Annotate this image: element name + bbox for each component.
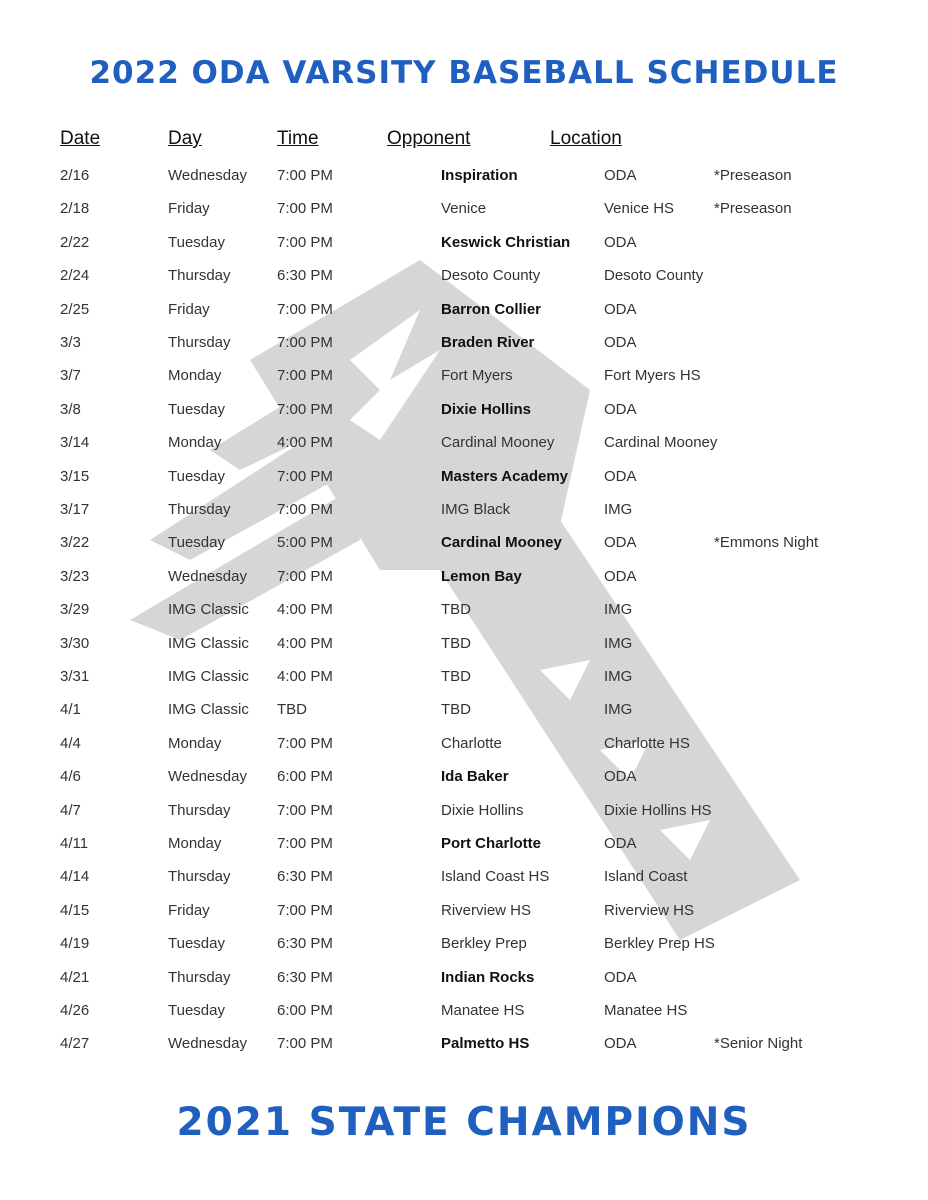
game-opponent: Dixie Hollins — [441, 801, 524, 819]
game-location: Fort Myers HS — [604, 367, 701, 385]
game-location: ODA — [604, 968, 637, 986]
game-location: IMG — [604, 668, 633, 685]
game-day: Friday — [168, 901, 210, 919]
table-row — [0, 935, 928, 959]
game-day: Thursday — [168, 501, 231, 518]
game-opponent: Manatee HS — [441, 1002, 525, 1019]
game-location: Riverview HS — [604, 901, 695, 919]
game-day: Monday — [168, 734, 222, 752]
game-day: Wednesday — [168, 768, 247, 786]
game-day: Friday — [168, 300, 210, 318]
column-header-time: Time — [277, 128, 319, 149]
table-row — [0, 701, 928, 725]
game-day: Thursday — [168, 968, 231, 986]
game-day: Monday — [168, 835, 222, 852]
game-time: 6:30 PM — [277, 935, 333, 953]
game-day: Wednesday — [168, 567, 247, 585]
game-date: 4/19 — [60, 935, 90, 953]
table-row — [0, 768, 928, 792]
game-time: 6:00 PM — [277, 768, 333, 786]
game-date: 3/30 — [60, 634, 90, 652]
table-row — [0, 501, 928, 525]
game-location: Island Coast — [604, 868, 688, 886]
game-location: IMG — [604, 634, 633, 652]
table-row — [0, 835, 928, 859]
game-opponent: Riverview HS — [441, 901, 532, 919]
game-time: 6:30 PM — [277, 267, 333, 285]
game-opponent: Indian Rocks — [441, 968, 535, 986]
table-row — [0, 367, 928, 391]
table-row — [0, 601, 928, 625]
game-location: Charlotte HS — [604, 734, 690, 752]
game-day: Tuesday — [168, 935, 225, 953]
game-date: 3/14 — [60, 434, 90, 452]
game-time: 7:00 PM — [277, 1035, 333, 1053]
game-opponent: Island Coast HS — [441, 868, 550, 886]
game-date: 3/8 — [60, 400, 81, 418]
page-title: 2022 ODA VARSITY BASEBALL SCHEDULE — [89, 55, 839, 91]
game-day: Thursday — [168, 334, 231, 351]
game-note: *Emmons Night — [714, 534, 819, 552]
game-location: Manatee HS — [604, 1002, 688, 1019]
game-opponent: Inspiration — [441, 167, 518, 184]
game-location: Berkley Prep HS — [604, 935, 715, 953]
game-date: 2/22 — [60, 233, 90, 251]
game-time: 7:00 PM — [277, 334, 333, 351]
game-location: Dixie Hollins HS — [604, 801, 712, 819]
table-row — [0, 267, 928, 291]
game-date: 3/7 — [60, 367, 81, 385]
game-location: IMG — [604, 501, 633, 518]
table-row — [0, 234, 928, 258]
game-date: 3/3 — [60, 334, 81, 351]
game-day: IMG Classic — [168, 634, 249, 652]
game-date: 3/29 — [60, 601, 90, 619]
game-date: 2/16 — [60, 167, 90, 184]
game-time: 6:00 PM — [277, 1002, 333, 1019]
game-date: 3/15 — [60, 467, 90, 485]
table-row — [0, 568, 928, 592]
game-opponent: Fort Myers — [441, 367, 513, 385]
game-opponent: TBD — [441, 701, 471, 719]
column-header-opponent: Opponent — [387, 128, 471, 149]
game-opponent: Desoto County — [441, 267, 541, 285]
game-date: 4/14 — [60, 868, 90, 886]
game-opponent: TBD — [441, 668, 471, 685]
game-day: Tuesday — [168, 467, 225, 485]
game-time: TBD — [277, 701, 307, 719]
game-date: 3/23 — [60, 567, 90, 585]
game-location: ODA — [604, 1035, 637, 1053]
game-date: 3/31 — [60, 668, 90, 685]
game-opponent: Berkley Prep — [441, 935, 527, 953]
game-opponent: Braden River — [441, 334, 535, 351]
game-time: 7:00 PM — [277, 167, 333, 184]
table-row — [0, 434, 928, 458]
game-day: Monday — [168, 434, 222, 452]
game-day: Tuesday — [168, 400, 225, 418]
game-time: 6:30 PM — [277, 868, 333, 886]
game-day: Monday — [168, 367, 222, 385]
game-time: 7:00 PM — [277, 367, 333, 385]
game-day: Thursday — [168, 868, 231, 886]
game-location: Venice HS — [604, 200, 675, 218]
footer-banner: 2021 STATE CHAMPIONS — [176, 1100, 752, 1145]
game-date: 4/11 — [60, 835, 89, 852]
game-time: 4:00 PM — [277, 434, 333, 452]
game-time: 7:00 PM — [277, 300, 333, 318]
game-date: 4/27 — [60, 1035, 90, 1053]
table-row — [0, 902, 928, 926]
game-date: 4/7 — [60, 801, 81, 819]
table-row — [0, 468, 928, 492]
game-opponent: Lemon Bay — [441, 567, 522, 585]
game-time: 5:00 PM — [277, 534, 333, 552]
game-opponent: TBD — [441, 634, 471, 652]
table-row — [0, 401, 928, 425]
game-time: 7:00 PM — [277, 835, 333, 852]
game-day: IMG Classic — [168, 601, 249, 619]
game-date: 2/18 — [60, 200, 90, 218]
game-time: 4:00 PM — [277, 601, 333, 619]
game-time: 7:00 PM — [277, 567, 333, 585]
game-location: ODA — [604, 167, 637, 184]
game-time: 7:00 PM — [277, 200, 333, 218]
table-row — [0, 868, 928, 892]
game-location: ODA — [604, 233, 637, 251]
game-date: 4/15 — [60, 901, 90, 919]
table-row — [0, 1002, 928, 1026]
game-day: Tuesday — [168, 534, 225, 552]
game-location: ODA — [604, 768, 637, 786]
game-time: 7:00 PM — [277, 233, 333, 251]
game-location: ODA — [604, 400, 637, 418]
game-opponent: Cardinal Mooney — [441, 434, 555, 452]
game-location: ODA — [604, 467, 637, 485]
game-day: Thursday — [168, 267, 231, 285]
table-row — [0, 735, 928, 759]
game-location: Cardinal Mooney — [604, 434, 718, 452]
game-day: Tuesday — [168, 1002, 225, 1019]
game-opponent: Ida Baker — [441, 768, 509, 786]
game-time: 4:00 PM — [277, 634, 333, 652]
game-note: *Senior Night — [714, 1035, 803, 1053]
game-opponent: Cardinal Mooney — [441, 534, 562, 552]
game-day: IMG Classic — [168, 668, 249, 685]
game-opponent: Barron Collier — [441, 300, 542, 318]
table-row — [0, 301, 928, 325]
game-day: Wednesday — [168, 167, 247, 184]
game-date: 3/22 — [60, 534, 90, 552]
column-header-date: Date — [60, 128, 101, 149]
game-opponent: TBD — [441, 601, 471, 619]
game-location: ODA — [604, 534, 637, 552]
game-location: Desoto County — [604, 267, 704, 285]
table-row — [0, 534, 928, 558]
game-date: 4/1 — [60, 701, 81, 719]
game-opponent: Dixie Hollins — [441, 400, 532, 418]
game-note: *Preseason — [714, 167, 792, 184]
game-opponent: Masters Academy — [441, 467, 569, 485]
game-date: 4/4 — [60, 734, 81, 752]
game-date: 4/6 — [60, 768, 81, 786]
game-opponent: Palmetto HS — [441, 1035, 530, 1053]
game-time: 4:00 PM — [277, 668, 333, 685]
table-row — [0, 802, 928, 826]
game-location: ODA — [604, 567, 637, 585]
game-day: IMG Classic — [168, 701, 249, 719]
game-time: 7:00 PM — [277, 400, 333, 418]
column-header-day: Day — [168, 128, 202, 149]
table-row — [0, 200, 928, 224]
column-header-location: Location — [550, 128, 622, 149]
game-time: 7:00 PM — [277, 501, 333, 518]
table-row — [0, 668, 928, 692]
game-opponent: Port Charlotte — [441, 835, 542, 852]
table-row — [0, 635, 928, 659]
game-opponent: IMG Black — [441, 501, 511, 518]
game-time: 7:00 PM — [277, 734, 333, 752]
game-location: IMG — [604, 701, 633, 719]
game-time: 6:30 PM — [277, 968, 333, 986]
game-location: ODA — [604, 334, 637, 351]
game-date: 2/24 — [60, 267, 90, 285]
game-date: 2/25 — [60, 300, 90, 318]
game-time: 7:00 PM — [277, 801, 333, 819]
table-row — [0, 334, 928, 358]
game-date: 3/17 — [60, 501, 90, 518]
game-opponent: Venice — [441, 200, 487, 218]
game-location: ODA — [604, 835, 637, 852]
game-day: Thursday — [168, 801, 231, 819]
table-row — [0, 167, 928, 191]
game-day: Friday — [168, 200, 210, 218]
game-note: *Preseason — [714, 200, 792, 218]
game-date: 4/21 — [60, 968, 90, 986]
game-time: 7:00 PM — [277, 467, 333, 485]
game-date: 4/26 — [60, 1002, 90, 1019]
game-opponent: Charlotte — [441, 734, 502, 752]
table-row — [0, 969, 928, 993]
game-day: Wednesday — [168, 1035, 247, 1053]
game-location: IMG — [604, 601, 633, 619]
game-location: ODA — [604, 300, 637, 318]
game-day: Tuesday — [168, 233, 225, 251]
table-row — [0, 1035, 928, 1059]
game-time: 7:00 PM — [277, 901, 333, 919]
game-opponent: Keswick Christian — [441, 233, 571, 251]
